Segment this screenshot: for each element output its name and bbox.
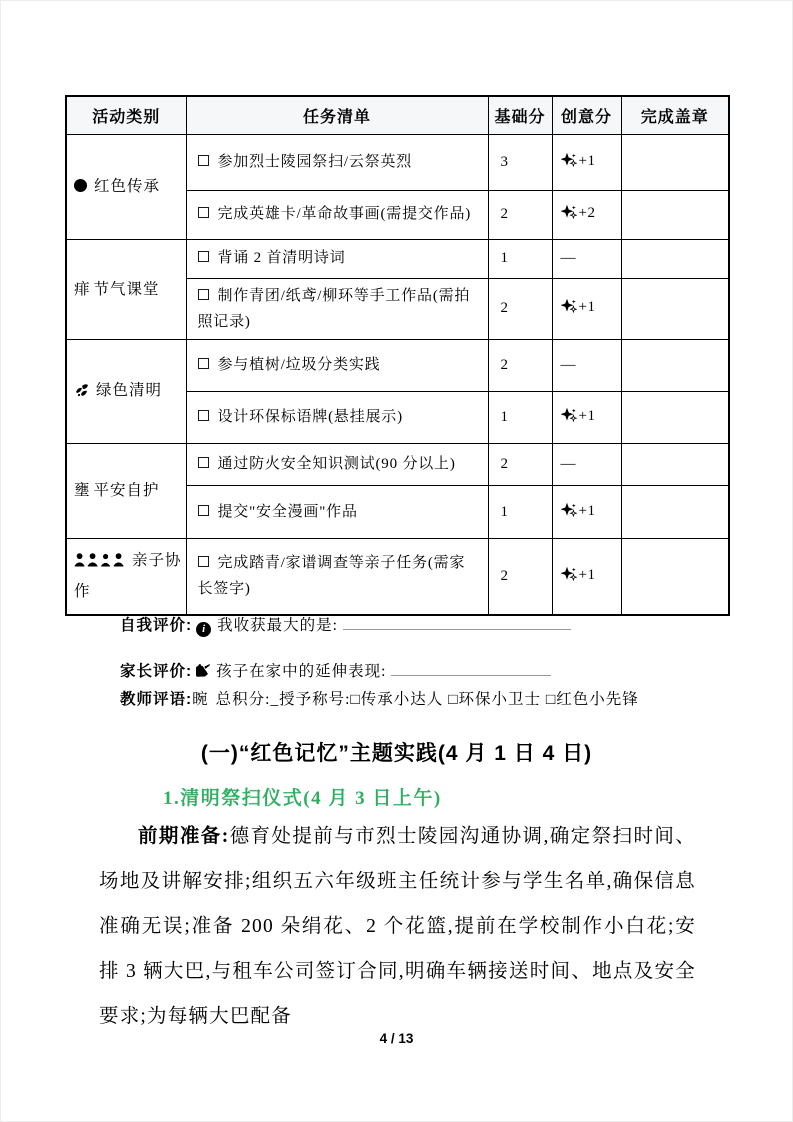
teacher-comment-line (120, 687, 639, 709)
table-row: 制作青团/纸鸢/柳环等手工作品(需拍照记录) 2 +1 (66, 278, 729, 340)
task-checkbox[interactable] (198, 457, 209, 468)
task-checkbox[interactable] (198, 556, 209, 567)
teacher-comment-text: 总积分:_授予称号:□传承小达人 □环保小卫士 □红色小先锋 (215, 691, 639, 708)
category-red-heritage: 红色传承 (66, 134, 186, 239)
parent-evaluation-line (120, 659, 551, 683)
sparkles-icon (561, 204, 577, 225)
category-seasonal-class: 痱 节气课堂 (66, 239, 186, 340)
paragraph-lead: 前期准备: (138, 826, 230, 847)
base-score-cell: 2 (488, 340, 552, 392)
sub-heading: 1.清明祭扫仪式(4 月 3 日上午) (163, 788, 442, 809)
stamp-cell (621, 134, 729, 190)
task-checkbox[interactable] (198, 289, 209, 300)
task-checkbox[interactable] (198, 155, 209, 166)
paragraph-text: 德育处提前与市烈士陵园沟通协调,确定祭扫时间、场地及讲解安排;组织五六年级班主任统计参与学生名单,确保信息准确无误;准备 200 朵绢花、2 个花篮,提前在学校制作小白花;安排 3 辆大巴,与租车公司签订合同,明确车辆接送时间、地点及安全要求;为每辆大巴配备 (99, 826, 696, 1027)
header-task-list: 任务清单 (186, 96, 488, 134)
sparkles-icon (561, 407, 577, 428)
section-heading: (一)“红色记忆”主题实践(4 月 1 日 4 日) (200, 742, 593, 765)
base-score-cell: 1 (488, 392, 552, 444)
stamp-cell (621, 190, 729, 239)
stamp-cell (621, 340, 729, 392)
self-evaluation-label: 自我评价: (120, 617, 193, 634)
fallback-glyph-icon: 痱 (74, 280, 90, 298)
sparkles-icon (561, 298, 577, 319)
creative-score-cell: — (552, 239, 621, 278)
sparkles-icon (561, 152, 577, 173)
header-activity-category: 活动类别 (66, 96, 186, 134)
header-creative-score: 创意分 (552, 96, 621, 134)
parent-evaluation-label: 家长评价: (120, 663, 193, 680)
task-checkbox[interactable] (198, 207, 209, 218)
creative-score-cell: +1 (552, 278, 621, 340)
table-row: 痱 节气课堂 背诵 2 首清明诗词 1 — (66, 239, 729, 278)
sparkles-icon (561, 566, 577, 587)
creative-score-cell: +1 (552, 486, 621, 539)
table-row: 亲子协作 完成踏青/家谱调查等亲子任务(需家长签字) 2 +1 (66, 539, 729, 615)
table-row: 壅 平安自护 通过防火安全知识测试(90 分以上) 2 — (66, 444, 729, 486)
category-safety: 壅 平安自护 (66, 444, 186, 539)
stamp-cell (621, 278, 729, 340)
self-evaluation-blank[interactable] (343, 616, 571, 630)
fallback-glyph-icon: 晼 (192, 691, 208, 708)
creative-score-cell: +2 (552, 190, 621, 239)
base-score-cell: 1 (488, 486, 552, 539)
table-row: 红色传承 参加烈士陵园祭扫/云祭英烈 3 +1 (66, 134, 729, 190)
table-row: 提交"安全漫画"作品 1 +1 (66, 486, 729, 539)
stamp-cell (621, 539, 729, 615)
self-evaluation-prompt: 我收获最大的是: (217, 617, 338, 634)
task-checkbox[interactable] (198, 410, 209, 421)
creative-score-cell: — (552, 444, 621, 486)
task-checkbox[interactable] (198, 505, 209, 516)
parent-evaluation-prompt: 孩子在家中的延伸表现: (216, 663, 387, 680)
writing-hand-icon (195, 663, 211, 683)
creative-score-cell: +1 (552, 539, 621, 615)
table-row: 绿色清明 参与植树/垃圾分类实践 2 — (66, 340, 729, 392)
creative-score-cell: +1 (552, 392, 621, 444)
body-paragraph (99, 814, 696, 1039)
teacher-comment-label: 教师评语: (120, 691, 193, 708)
stamp-cell (621, 239, 729, 278)
table-header-row (66, 96, 729, 134)
base-score-cell: 2 (488, 190, 552, 239)
stamp-cell (621, 486, 729, 539)
fallback-glyph-icon: 壅 (74, 482, 90, 500)
info-icon: i (196, 622, 211, 637)
creative-score-cell: — (552, 340, 621, 392)
stamp-cell (621, 392, 729, 444)
base-score-cell: 2 (488, 444, 552, 486)
family-people-icons (74, 548, 126, 577)
black-circle-icon (74, 179, 87, 192)
table-row: 完成英雄卡/革命故事画(需提交作品) 2 +2 (66, 190, 729, 239)
base-score-cell: 2 (488, 539, 552, 615)
activity-score-table (65, 95, 730, 616)
stamp-cell (621, 444, 729, 486)
header-base-score: 基础分 (488, 96, 552, 134)
leaves-icon (74, 378, 90, 407)
base-score-cell: 3 (488, 134, 552, 190)
sparkles-icon (561, 502, 577, 523)
task-checkbox[interactable] (198, 358, 209, 369)
category-family: 亲子协作 (66, 539, 186, 615)
base-score-cell: 1 (488, 239, 552, 278)
page-number: 4 / 13 (379, 1031, 414, 1046)
task-checkbox[interactable] (198, 251, 209, 262)
creative-score-cell: +1 (552, 134, 621, 190)
self-evaluation-line (120, 613, 571, 637)
header-stamp: 完成盖章 (621, 96, 729, 134)
base-score-cell: 2 (488, 278, 552, 340)
parent-evaluation-blank[interactable] (391, 662, 551, 676)
table-row: 设计环保标语牌(悬挂展示) 1 +1 (66, 392, 729, 444)
category-green-qingming: 绿色清明 (66, 340, 186, 444)
